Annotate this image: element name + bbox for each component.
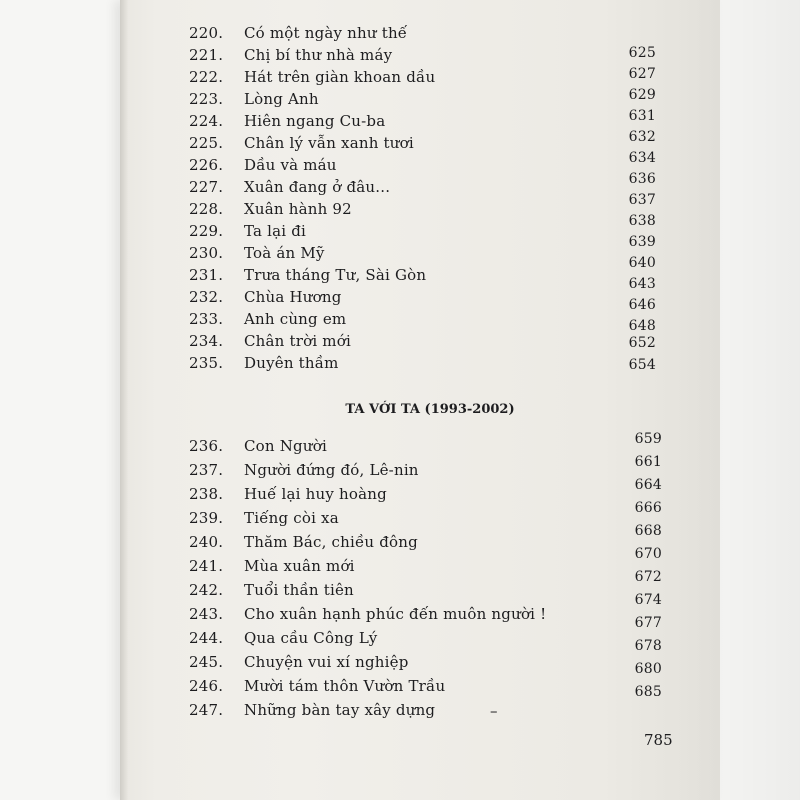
toc-entry: [0, 477, 800, 509]
entry-page: 678: [634, 638, 662, 654]
entry-number: 225.: [189, 134, 224, 152]
toc-entry: [0, 150, 800, 180]
entry-number: 235.: [189, 354, 224, 372]
toc-entry: [0, 192, 800, 224]
entry-page: 670: [634, 546, 662, 562]
entry-title: Lòng Anh: [244, 90, 319, 108]
entry-number: 239.: [189, 509, 224, 527]
toc-entry: [0, 24, 800, 48]
toc-entry: [0, 68, 800, 92]
entry-title: Toà án Mỹ: [244, 244, 325, 262]
entry-number: 226.: [189, 156, 224, 174]
entry-title: Chùa Hương: [244, 288, 342, 306]
entry-number: 233.: [189, 310, 224, 328]
entry-page: 637: [628, 192, 656, 208]
entry-title: Anh cùng em: [244, 310, 347, 328]
entry-number: 236.: [189, 437, 224, 455]
entry-title: Huế lại huy hoàng: [244, 485, 387, 503]
entry-page-extra: 654: [628, 357, 656, 373]
entry-page: 629: [628, 87, 656, 103]
entry-page: 638: [628, 213, 656, 229]
toc-entry: [0, 500, 800, 533]
section-heading-text: TA VỚI TA (1993-2002): [345, 402, 515, 417]
toc-entry: [0, 523, 800, 557]
entry-title: Trưa tháng Tư, Sài Gòn: [244, 266, 427, 284]
entry-page: 664: [634, 477, 662, 493]
entry-page: 634: [628, 150, 656, 166]
entry-number: 224.: [189, 112, 224, 130]
entry-title: Người đứng đó, Lê-nin: [244, 461, 419, 479]
entry-page: 666: [634, 500, 662, 516]
entry-title: Tiếng còi xa: [244, 509, 339, 527]
entry-title: Có một ngày như thế: [244, 24, 408, 42]
entry-title: Những bàn tay xây dựng: [244, 701, 436, 719]
entry-page: 646: [628, 297, 656, 313]
entry-title: Xuân đang ở đâu...: [244, 178, 391, 196]
entry-page: 627: [628, 66, 656, 82]
toc-entry: [0, 171, 800, 202]
entry-title: Hát trên giàn khoan dầu: [244, 68, 436, 86]
dash-mark: –: [490, 702, 498, 720]
toc-entry: [0, 276, 800, 312]
entry-page: 659: [634, 431, 662, 447]
entry-page: 668: [634, 523, 662, 539]
entry-page: 648: [628, 318, 656, 334]
entry-number: 221.: [189, 46, 224, 64]
toc-entry: [0, 46, 800, 70]
toc-entry: [0, 569, 800, 605]
entry-number: 231.: [189, 266, 224, 284]
entry-number: 228.: [189, 200, 224, 218]
entry-number: 229.: [189, 222, 224, 240]
entry-page: 639: [628, 234, 656, 250]
entry-page: 652: [628, 335, 656, 351]
entry-number: 220.: [189, 24, 224, 42]
entry-title: Thăm Bác, chiều đông: [244, 533, 418, 551]
entry-title: Chân lý vẫn xanh tươi: [244, 134, 414, 152]
toc-entry: [0, 234, 800, 268]
entry-title: Chuyện vui xí nghiệp: [244, 653, 409, 671]
toc-entry: [0, 454, 800, 485]
entry-title: Hiên ngang Cu-ba: [244, 112, 386, 130]
entry-number: 223.: [189, 90, 224, 108]
entry-page: 677: [634, 615, 662, 631]
toc-entry: [0, 431, 800, 461]
entry-number: 244.: [189, 629, 224, 647]
entry-page: 674: [634, 592, 662, 608]
entry-title: Qua cầu Công Lý: [244, 629, 378, 647]
toc-entry: [0, 546, 800, 581]
entry-title: Chị bí thư nhà máy: [244, 46, 393, 64]
entry-title: Tuổi thần tiên: [244, 581, 354, 599]
section-heading: [0, 402, 800, 417]
entry-number: 241.: [189, 557, 224, 575]
entry-page: 672: [634, 569, 662, 585]
entry-number: 243.: [189, 605, 224, 623]
entry-page: 685: [634, 684, 662, 700]
toc-entry: [0, 213, 800, 246]
entry-number: 222.: [189, 68, 224, 86]
entry-number: 240.: [189, 533, 224, 551]
toc-entry: [0, 592, 800, 629]
page-number: 785: [644, 731, 673, 749]
toc-entry: [0, 255, 800, 290]
entry-page: 631: [628, 108, 656, 124]
toc-entry: [0, 87, 800, 114]
toc-entry: [0, 615, 800, 653]
entry-page: 632: [628, 129, 656, 145]
entry-title: Chân trời mới: [244, 332, 351, 350]
entry-number: 230.: [189, 244, 224, 262]
entry-title: Xuân hành 92: [244, 200, 352, 218]
entry-title: Duyên thầm: [244, 354, 339, 372]
entry-number: 246.: [189, 677, 224, 695]
entry-page: 625: [628, 45, 656, 61]
toc-entry: [0, 108, 800, 136]
entry-page: 640: [628, 255, 656, 271]
entry-title: Mùa xuân mới: [244, 557, 355, 575]
entry-title: Ta lại đi: [244, 222, 307, 240]
toc-entry: [0, 129, 800, 158]
entry-number: 245.: [189, 653, 224, 671]
entry-number: 237.: [189, 461, 224, 479]
entry-number: 227.: [189, 178, 224, 196]
entry-page: 643: [628, 276, 656, 292]
entry-number: 242.: [189, 581, 224, 599]
entry-page: 680: [634, 661, 662, 677]
entry-number: 234.: [189, 332, 224, 350]
entry-title: Cho xuân hạnh phúc đến muôn người !: [244, 605, 547, 623]
entry-number: 247.: [189, 701, 224, 719]
entry-page: 661: [634, 454, 662, 470]
entry-page: 636: [628, 171, 656, 187]
entry-number: 238.: [189, 485, 224, 503]
entry-title: Dầu và máu: [244, 156, 337, 174]
entry-title: Con Người: [244, 437, 327, 455]
entry-title: Mười tám thôn Vườn Trầu: [244, 677, 446, 695]
entry-number: 232.: [189, 288, 224, 306]
